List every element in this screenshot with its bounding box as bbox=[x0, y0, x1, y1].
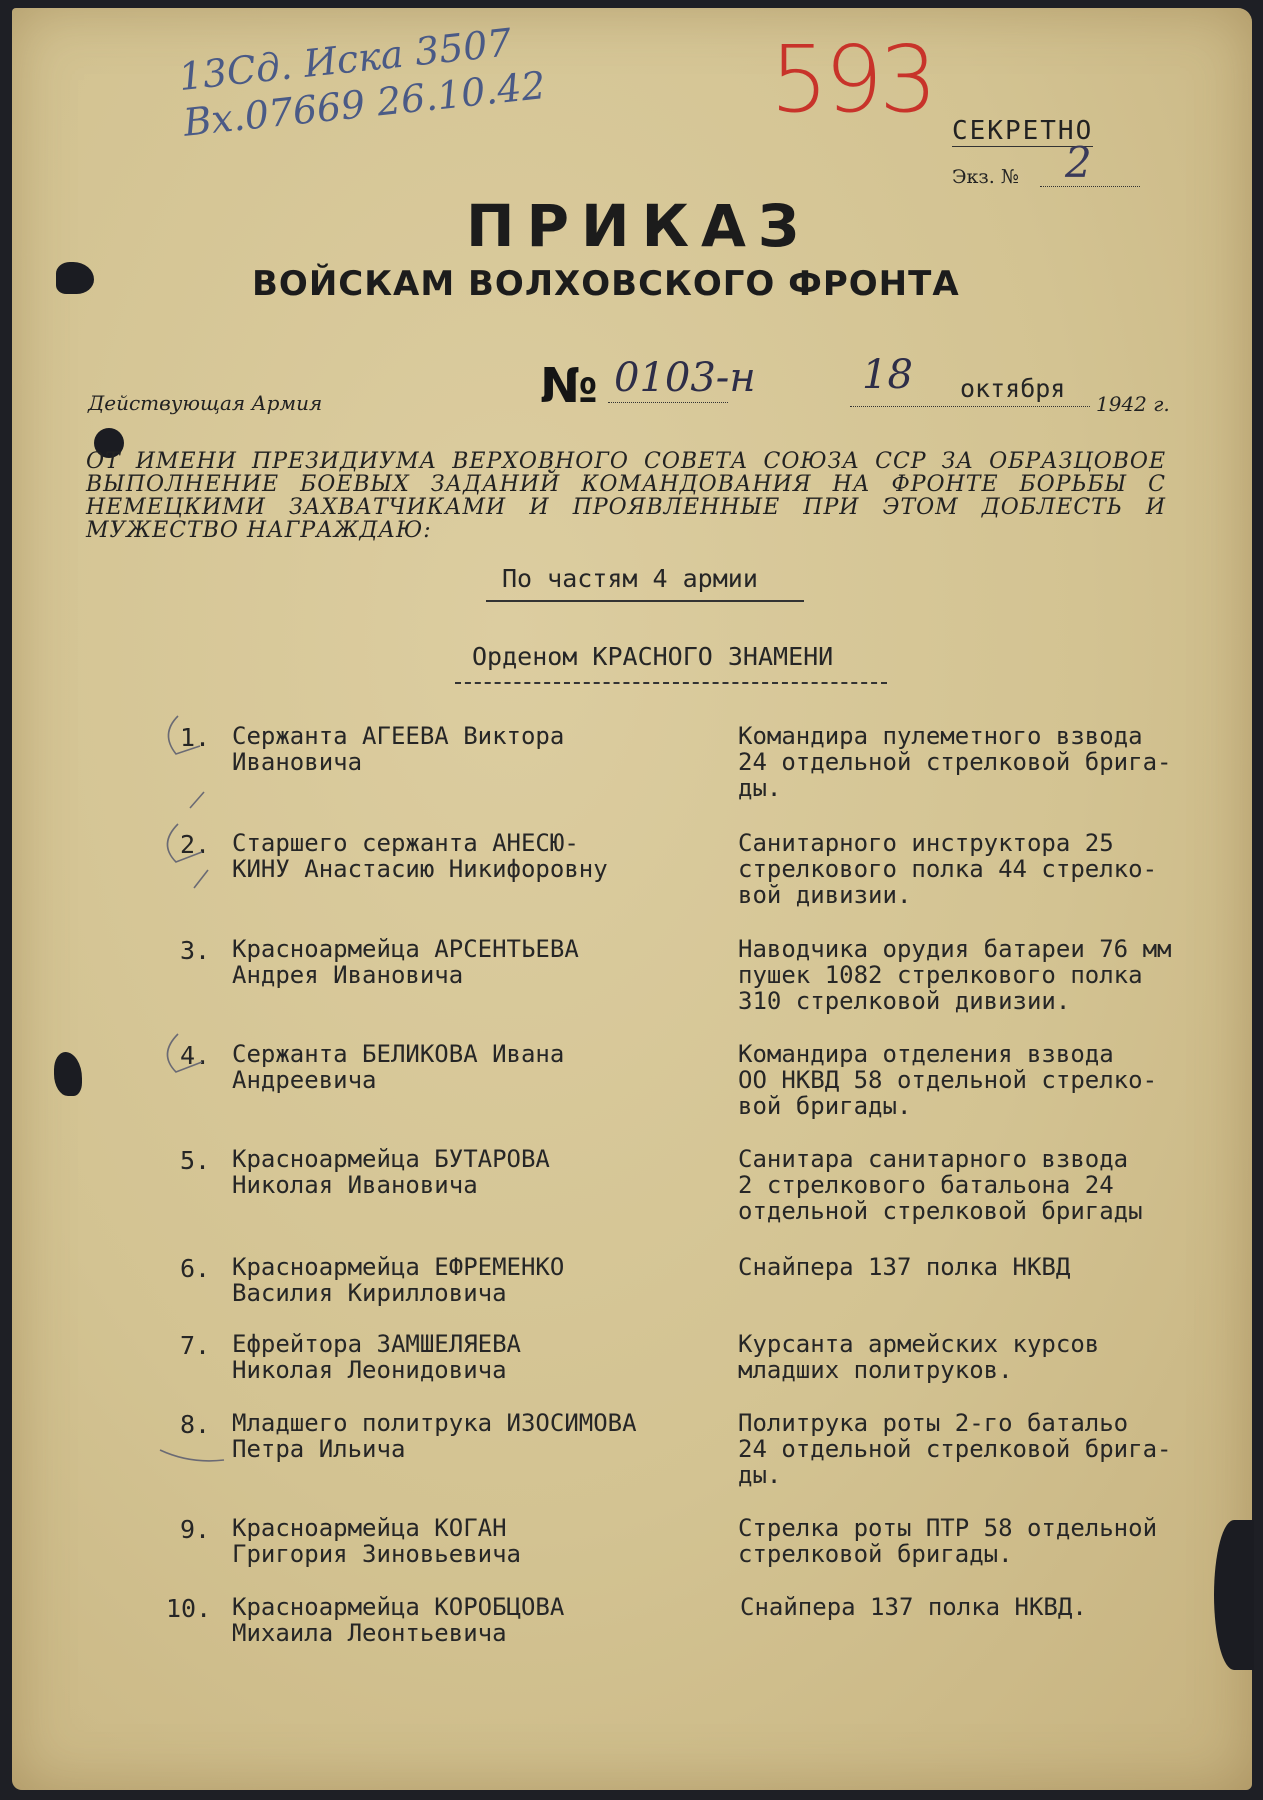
date-month: октября bbox=[960, 374, 1066, 403]
date-underline bbox=[850, 406, 1090, 407]
awardee-name: Красноармейца КОГАН Григория Зиновьевича bbox=[232, 1514, 521, 1568]
copy-number-label: Экз. № bbox=[952, 166, 1019, 188]
date-year: 1942 г. bbox=[1096, 392, 1170, 416]
document-title: ПРИКАЗ bbox=[466, 192, 812, 260]
awardee-position: Наводчика орудия батареи 76 мм пушек 1082 стрелкового полка 310 стрелковой дивизии. bbox=[738, 935, 1172, 1015]
order-number: 0103-н bbox=[614, 355, 756, 401]
order-number-underline bbox=[608, 402, 728, 403]
awardee-position: Командира отделения взвода ОО НКВД 58 отдельной стрелко- вой бригады. bbox=[738, 1040, 1158, 1120]
awardee-position: Политрука роты 2-го батальо 24 отдельной стрелковой брига- ды. bbox=[738, 1409, 1172, 1489]
awardee-name: Красноармейца БУТАРОВА Николая Ивановича bbox=[232, 1145, 550, 1199]
awardee-position: Снайпера 137 полка НКВД. bbox=[740, 1593, 1087, 1621]
awardee-position: Снайпера 137 полка НКВД bbox=[738, 1253, 1071, 1281]
awardee-position: Командира пулеметного взвода 24 отдельной стрелковой брига- ды. bbox=[738, 722, 1172, 802]
awardee-name: Старшего сержанта АНЕСЮ- КИНУ Анастасию Никифоровну bbox=[232, 829, 608, 883]
awardee-name: Красноармейца ЕФРЕМЕНКО Василия Кирилловича bbox=[232, 1253, 565, 1307]
awardee-number: 10. bbox=[166, 1594, 212, 1623]
awardee-position: Санитарного инструктора 25 стрелкового полка 44 стрелко- вой дивизии. bbox=[738, 829, 1158, 909]
awardee-number: 3. bbox=[180, 936, 211, 965]
section-heading: По частям 4 армии bbox=[502, 564, 758, 593]
award-heading: Орденом КРАСНОГО ЗНАМЕНИ bbox=[472, 642, 834, 671]
awardee-number: 4. bbox=[180, 1041, 211, 1070]
copy-number-underline bbox=[1040, 186, 1140, 187]
location-label: Действующая Армия bbox=[88, 391, 323, 415]
document-subtitle: ВОЙСКАМ ВОЛХОВСКОГО ФРОНТА bbox=[252, 264, 960, 304]
awardee-number: 2. bbox=[180, 830, 211, 859]
paper-tear bbox=[1214, 1520, 1254, 1670]
awardee-number: 8. bbox=[180, 1410, 211, 1439]
awardee-number: 1. bbox=[180, 723, 211, 752]
number-sign: № bbox=[540, 358, 598, 414]
award-underline bbox=[455, 682, 887, 684]
registration-number-stamp: 593 bbox=[770, 26, 934, 133]
order-preamble: ОТ ИМЕНИ ПРЕЗИДИУМА ВЕРХОВНОГО СОВЕТА СОЮЗА ССР ЗА ОБРАЗЦОВОЕ ВЫПОЛНЕНИЕ БОЕВЫХ ЗАДАНИЙ КОМАНДОВАНИЯ НА ФРОНТЕ БОРЬБЫ С НЕМЕЦКИМИ ЗАХВАТЧИКАМИ И ПРОЯВЛЕННЫЕ ПРИ ЭТОМ ДОБЛЕСТЬ И МУЖЕСТВО НАГРАЖДАЮ: bbox=[86, 449, 1166, 543]
date-day: 18 bbox=[862, 352, 913, 398]
awardee-number: 5. bbox=[180, 1146, 211, 1175]
awardee-number: 6. bbox=[180, 1254, 211, 1283]
awardee-number: 9. bbox=[180, 1515, 211, 1544]
awardee-position: Стрелка роты ПТР 58 отдельной стрелковой бригады. bbox=[738, 1514, 1158, 1568]
handwritten-archive-note: 13Сд. Иска 3507 Вх.07669 26.10.42 bbox=[176, 20, 548, 145]
awardee-position: Курсанта армейских курсов младших политруков. bbox=[738, 1330, 1100, 1384]
awardee-position: Санитара санитарного взвода 2 стрелкового батальона 24 отдельной стрелковой бригады bbox=[738, 1145, 1143, 1225]
copy-number-value: 2 bbox=[1065, 138, 1092, 187]
awardee-number: 7. bbox=[180, 1331, 211, 1360]
awardee-name: Сержанта АГЕЕВА Виктора Ивановича bbox=[232, 722, 565, 776]
classification-label: СЕКРЕТНО bbox=[952, 116, 1094, 146]
awardee-name: Младшего политрука ИЗОСИМОВА Петра Ильича bbox=[232, 1409, 637, 1463]
awardee-name: Ефрейтора ЗАМШЕЛЯЕВА Николая Леонидовича bbox=[232, 1330, 521, 1384]
section-underline bbox=[486, 600, 804, 602]
awardee-name: Сержанта БЕЛИКОВА Ивана Андреевича bbox=[232, 1040, 565, 1094]
awardee-name: Красноармейца КОРОБЦОВА Михаила Леонтьевича bbox=[232, 1593, 565, 1647]
awardee-name: Красноармейца АРСЕНТЬЕВА Андрея Ивановича bbox=[232, 935, 579, 989]
ink-blot bbox=[56, 262, 94, 294]
